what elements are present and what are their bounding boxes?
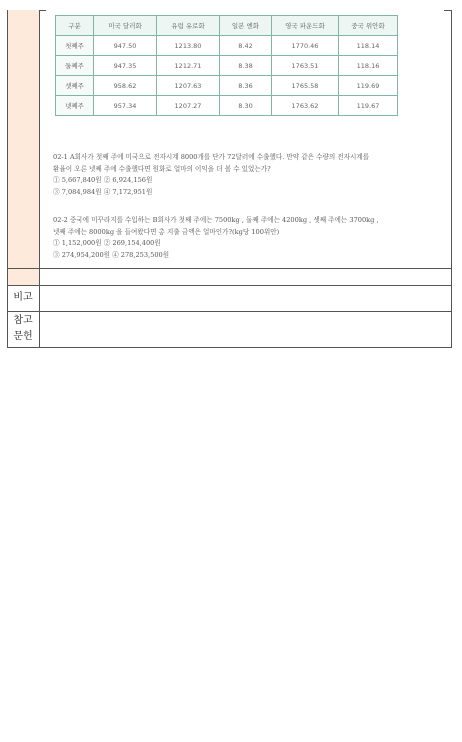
label-column-border [39,10,40,348]
cell-gbp: 1765.58 [272,76,339,96]
header-eur: 유럽 유로화 [157,16,220,36]
row-label: 첫째주 [56,36,94,56]
cell-eur: 1207.27 [157,96,220,116]
cell-gbp: 1763.51 [272,56,339,76]
remarks-label: 비고 [13,292,33,303]
reference-label-line2: 문헌 [13,331,33,342]
cell-gbp: 1770.46 [272,36,339,56]
row-label: 셋째주 [56,76,94,96]
cell-jpy: 8.30 [220,96,272,116]
question-02-1 [53,152,447,199]
cell-cny: 119.69 [339,76,398,96]
table-header-row [56,16,398,36]
cell-gbp: 1763.62 [272,96,339,116]
header-usd: 미국 달러화 [94,16,157,36]
question-text-line: 02-1 A회사가 첫째 주에 미국으로 전자시계 8000개를 단가 72달러에 수출했다. 만약 같은 수량의 전자시계를 [53,153,370,161]
row-divider-2 [7,285,452,286]
table-row [56,96,398,116]
bottom-border [7,347,452,348]
cell-eur: 1212.71 [157,56,220,76]
answer-options: ① 1,152,000원 ② 269,154,400원 [53,239,161,248]
cell-cny: 118.14 [339,36,398,56]
header-category: 구분 [56,16,94,36]
reference-label [7,311,39,347]
table-row [56,76,398,96]
cell-eur: 1213.80 [157,36,220,56]
row-label: 넷째주 [56,96,94,116]
cell-cny: 118.16 [339,56,398,76]
question-text-line: 02-2 중국에 미꾸라지를 수입하는 B회사가 첫째 주에는 7500kg , 둘째 주에는 4200kg , 셋째 주에는 3700kg , [53,216,379,224]
cell-usd: 958.62 [94,76,157,96]
row-divider-1 [7,268,452,269]
answer-options: ③ 274,954,200원 ④ 278,253,500원 [53,251,170,260]
cell-cny: 119.67 [339,96,398,116]
cell-eur: 1207.63 [157,76,220,96]
reference-label-line1: 참고 [13,315,33,326]
cell-usd: 947.35 [94,56,157,76]
header-jpy: 일본 엔화 [220,16,272,36]
row-divider-3 [7,311,452,312]
exchange-rate-table [55,15,398,116]
question-text-line: 넷째 주에는 8000kg 을 들여왔다면 총 지출 금액은 얼마인가?(kg당 100위안) [53,227,280,236]
question-text-line: 환율이 오른 넷째 주에 수출했다면 원화로 얼마의 이익을 더 볼 수 있었는가? [53,164,271,173]
table-row [56,56,398,76]
cell-jpy: 8.42 [220,36,272,56]
top-left-tick [39,10,46,11]
document-frame [7,6,452,348]
row-label: 둘째주 [56,56,94,76]
cell-usd: 947.50 [94,36,157,56]
cell-jpy: 8.36 [220,76,272,96]
answer-options: ③ 7,084,984원 ④ 7,172,951원 [53,188,153,197]
header-gbp: 영국 파운드화 [272,16,339,36]
header-cny: 중국 위안화 [339,16,398,36]
answer-options: ① 5,667,840원 ② 6,924,156원 [53,176,153,185]
cell-usd: 957.34 [94,96,157,116]
outer-right-border [451,10,452,348]
cell-jpy: 8.38 [220,56,272,76]
question-02-2 [53,215,447,262]
left-label-cell [7,10,39,268]
table-row [56,36,398,56]
empty-label-cell [7,268,39,285]
